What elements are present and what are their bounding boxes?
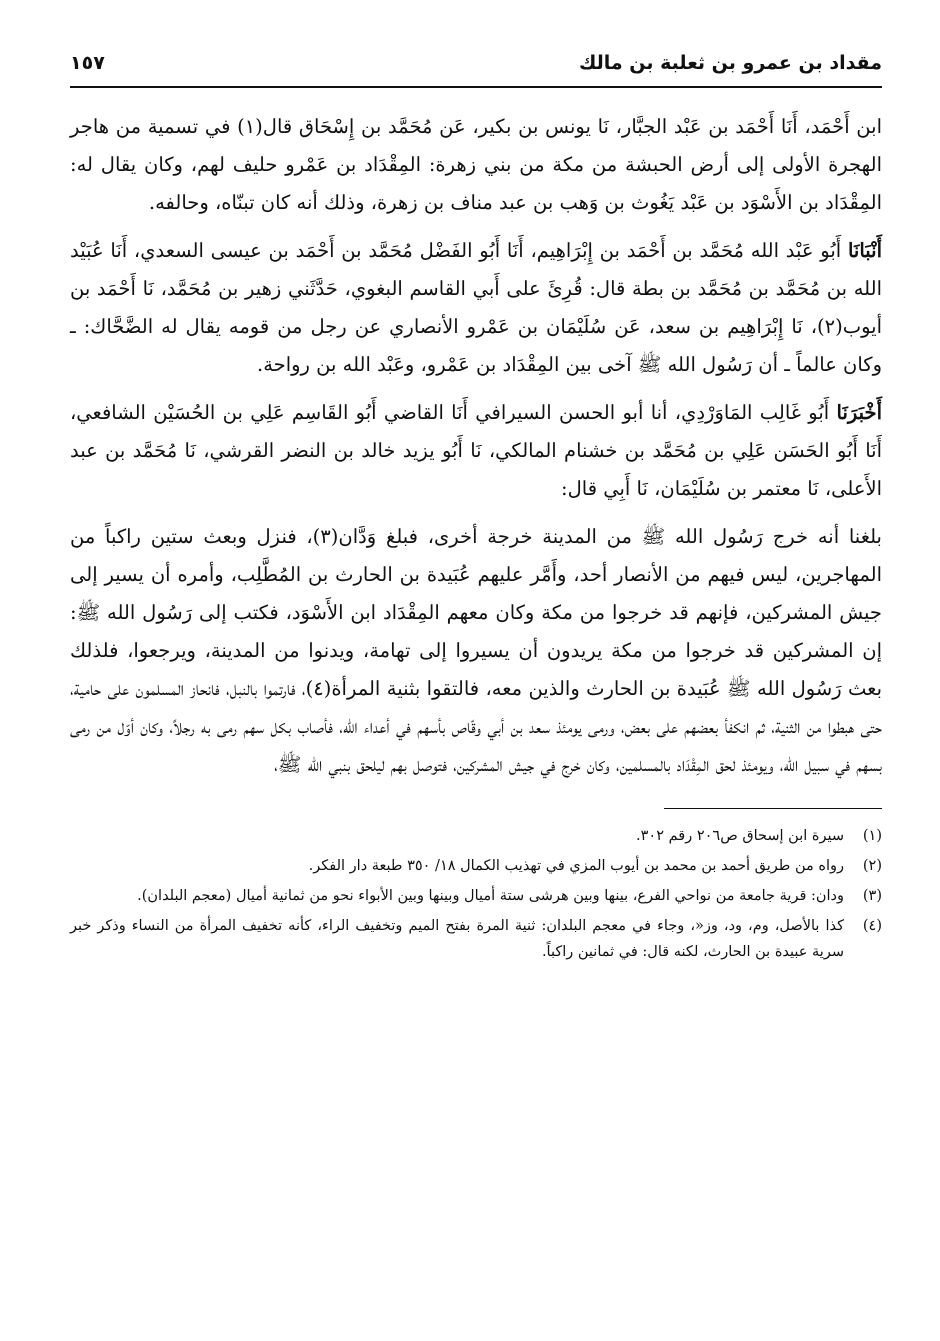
paragraph-lead: أَنْبَانَا bbox=[847, 239, 883, 262]
footnote-text: سيرة ابن إسحاق ص٢٠٦ رقم ٣٠٢. bbox=[636, 828, 844, 844]
paragraph-lead: أَخْبَرَنَا bbox=[836, 401, 882, 424]
footnote-number: (٤) bbox=[862, 918, 882, 934]
paragraph-3 bbox=[70, 394, 882, 508]
footnote-4 bbox=[70, 913, 882, 965]
paragraph-1 bbox=[70, 108, 882, 222]
footnote-text: كذا بالأصل، وم، ود، وﺯ«، وجاء في معجم البلدان: ثنية المرة بفتح الميم وتخفيف الراء، كأنه تخفيف المرأة من النساء وذكر خبر سرية عبيدة بن الحارث، لكنه قال: في ثمانين راكباً. bbox=[70, 918, 844, 960]
footnote-number: (٢) bbox=[862, 858, 882, 874]
running-title: مقداد بن عمرو بن ثعلبة بن مالك bbox=[578, 52, 882, 74]
paragraph-4 bbox=[70, 518, 882, 784]
main-text bbox=[70, 108, 882, 784]
page-header bbox=[70, 40, 882, 88]
document-page bbox=[70, 40, 882, 1310]
paragraph-2 bbox=[70, 232, 882, 384]
paragraph-body: أَبُو غَالِب المَاوَرْدِي، أنا أبو الحسن السيرافي أَنَا القاضي أَبُو القَاسِم عَلِي بن الحُسَيْن الشافعي، أَنَا أَبُو الحَسَن عَلِي بن مُحَمَّد بن خشنام المالكي، نَا أَبُو يزيد خالد بن النضر القرشي، نَا مُحَمَّد بن عبد الأَعلى، نَا معتمر بن سُلَيْمَان، نَا أَبِي قال: bbox=[70, 401, 882, 500]
footnote-divider bbox=[664, 808, 882, 809]
footnote-text: رواه من طريق أحمد بن محمد بن أيوب المزي في تهذيب الكمال ١٨/ ٣٥٠ طبعة دار الفكر. bbox=[308, 858, 844, 874]
paragraph-body: ابن أَحْمَد، أَنَا أَحْمَد بن عَبْد الجبَّار، نَا يونس بن بكير، عَن مُحَمَّد بن إِسْحَاق قال(١) في تسمية من هاجر الهجرة الأولى إلى أرض الحبشة من مكة من بني زهرة: المِقْدَاد بن عَمْرو حليف لهم، وكان يقال له: المِقْدَاد بن الأَسْوَد بن عَبْد يَغُوث بن وَهب بن عبد مناف بن زهرة، وذلك أنه كان تبنّاه، وحالفه. bbox=[70, 115, 882, 214]
page-number: ١٥٧ bbox=[70, 52, 105, 74]
paragraph-body: أَبُو عَبْد الله مُحَمَّد بن أَحْمَد بن إِبْرَاهِيم، أَنَا أَبُو الفَضْل مُحَمَّد بن أَحْمَد بن عيسى السعدي، أَنَا عُبَيْد الله بن مُحَمَّد بن مُحَمَّد بن بطة قال: قُرِئَ على أَبي القاسم البغوي، حَدَّثَني زهير بن مُحَمَّد، نَا أَحْمَد بن أيوب(٢)، نَا إِبْرَاهِيم بن سعد، عَن سُلَيْمَان بن عَمْرو الأنصاري عن رجل من قومه يقال له الضَّحَّاك: ـ وكان عالماً ـ أن رَسُول الله ﷺ آخى بين المِقْدَاد بن عَمْرو، وعَبْد الله بن رواحة. bbox=[70, 239, 882, 376]
footnote-3 bbox=[70, 883, 882, 909]
footnote-1 bbox=[70, 823, 882, 849]
footnote-2 bbox=[70, 853, 882, 879]
footnote-number: (٣) bbox=[862, 888, 882, 904]
paragraph-body: بلغنا أنه خرج رَسُول الله ﷺ من المدينة خرجة أخرى، فبلغ وَدَّان(٣)، فنزل وبعث ستين راكباً من المهاجرين، ليس فيهم من الأنصار أحد، وأَمَّر عليهم عُبَيدة بن الحارث بن المُطَّلِب، وأمره أن يسير إلى جيش المشركين، فإنهم قد خرجوا من مكة وكان معهم المِقْدَاد ابن الأَسْوَد، فكتب إلى رَسُول الله ﷺ: إن المشركين قد خرجوا من مكة يريدون أن يسيروا إلى تهامة، ويدنوا من المدينة، ويرجعوا، فلذلك بعث رَسُول الله ﷺ عُبَيدة بن الحارث والذين معه، فالتقوا بثنية المرأة(٤)، فارتموا بالنبل، فانحاز المسلمون على حامية، حتى هبطوا من الثنية، ثم انكفأ بعضهم على بعض، ورمى يومئذ سعد بن أبي وقّاص بأسهم في أعداء الله، فأصاب بكل سهم رمى به رجلاً، وكان أوّل من رمى بسهم في سبيل الله، ويومئذ لحق المِقْدَاد بالمسلمين، وكان خرج في جيش المشركين، فتوصل بهم ليلحق بنبي الله ﷺ، bbox=[70, 525, 882, 776]
footnote-text: ودان: قرية جامعة من نواحي الفرع، بينها وبين هرشى ستة أميال وبينها وبين الأبواء نحو من ثمانية أميال (معجم البلدان). bbox=[137, 888, 844, 904]
footnotes bbox=[70, 823, 882, 965]
footnote-number: (١) bbox=[862, 828, 882, 844]
